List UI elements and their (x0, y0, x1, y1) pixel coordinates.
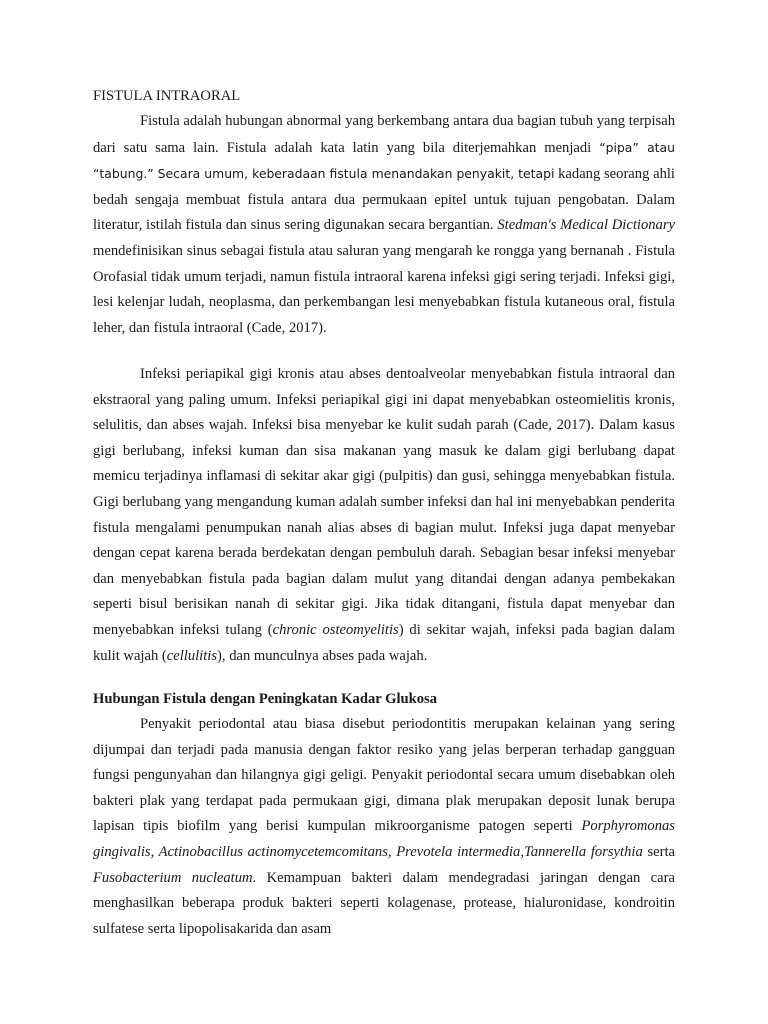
paragraph-periodontal (93, 712, 675, 942)
section-heading: Hubungan Fistula dengan Peningkatan Kadar Glukosa (93, 691, 438, 707)
p3-text-2: serta (642, 843, 675, 860)
p3-text-1: Penyakit periodontal atau biasa disebut periodontitis merupakan kelainan yang sering dijumpai dan terjadi pada manusia dengan faktor resiko yang jelas berperan terhadap gangguan fungsi pengunyahan dan hilangnya gigi geligi. Penyakit periodontal secara umum disebabkan oleh bakteri plak yang terdapat pada permukaan gigi, dimana plak merupakan deposit lunak berupa lapisan tipis biofilm yang berisi kumpulan mikroorganisme patogen seperti (93, 716, 675, 835)
paragraph-infection (93, 362, 675, 669)
p3-italic-bacteria-1: Porphyromonas gingivalis, Actinobacillus actinomycetemcomitans, Prevotela intermedia,Tannerella forsythia (93, 818, 675, 860)
p2-text-3: ), dan munculnya abses pada wajah. (217, 647, 428, 664)
paragraph-definition (93, 109, 675, 341)
page-title: FISTULA INTRAORAL (93, 88, 241, 104)
p1-text-1: Fistula adalah hubungan abnormal yang berkembang antara dua bagian tubuh yang terpisah dari satu sama lain. Fistula adalah kata latin yang bila diterjemahkan menjadi (93, 113, 675, 156)
p2-text-1: Infeksi periapikal gigi kronis atau abses dentoalveolar menyebabkan fistula intraoral dan ekstraoral yang paling umum. Infeksi periapikal gigi ini dapat menyebabkan osteomielitis kronis, selulitis, dan abses wajah. Infeksi bisa menyebar ke kulit sudah parah (Cade, 2017). Dalam kasus gigi berlubang, infeksi kuman dan sisa makanan yang masuk ke dalam gigi berlubang dapat memicu terjadinya inflamasi di sekitar akar gigi (pulpitis) dan gusi, sehingga menyebabkan fistula. Gigi berlubang yang mengandung kuman adalah sumber infeksi dan hal ini menyebabkan penderita fistula mengalami penumpukan nanah alias abses di bagian mulut. Infeksi juga dapat menyebar dengan cepat karena berada berdekatan dengan pembuluh darah. Sebagian besar infeksi menyebar dan menyebabkan fistula pada bagian dalam mulut yang ditandai dengan adanya pembekakan seperti bisul berisikan nanah di sekitar gigi. Jika tidak ditangani, fistula dapat menyebar dan menyebabkan infeksi tulang ( (93, 366, 675, 638)
p1-text-4: mendefinisikan sinus sebagai fistula atau saluran yang mengarah ke rongga yang bernanah . Fistula Orofasial tidak umum terjadi, namun fistula intraoral karena infeksi gigi sering terjadi. Infeksi gigi, lesi kelenjar ludah, neoplasma, dan perkembangan lesi menyebabkan fistula kutaneous oral, fistula leher, dan fistula intraoral (Cade, 2017). (93, 242, 675, 336)
p2-text-2: ) di sekitar wajah, infeksi pada bagian dalam kulit wajah ( (93, 621, 675, 664)
p2-italic-term-1: chronic osteomyelitis (272, 621, 399, 638)
p3-italic-bacteria-2: Fusobacterium nucleatum (93, 869, 253, 886)
p2-italic-term-2: cellulitis (166, 647, 218, 664)
p1-text-sans: “pipa” atau “tabung.” Secara umum, keberadaan fistula menandakan penyakit, tetapi (93, 139, 675, 182)
p3-text-3: . Kemampuan bakteri dalam mendegradasi jaringan dengan cara menghasilkan beberapa produk bakteri seperti kolagenase, protease, hialuronidase, kondroitin sulfatese serta lipopolisakarida dan asam (93, 869, 675, 937)
p1-text-3: kadang seorang ahli bedah sengaja membuat fistula antara dua permukaan epitel untuk tujuan pengobatan. Dalam literatur, istilah fistula dan sinus sering digunakan secara bergantian. (93, 166, 675, 234)
p1-italic-reference: Stedman's Medical Dictionary (497, 217, 675, 234)
